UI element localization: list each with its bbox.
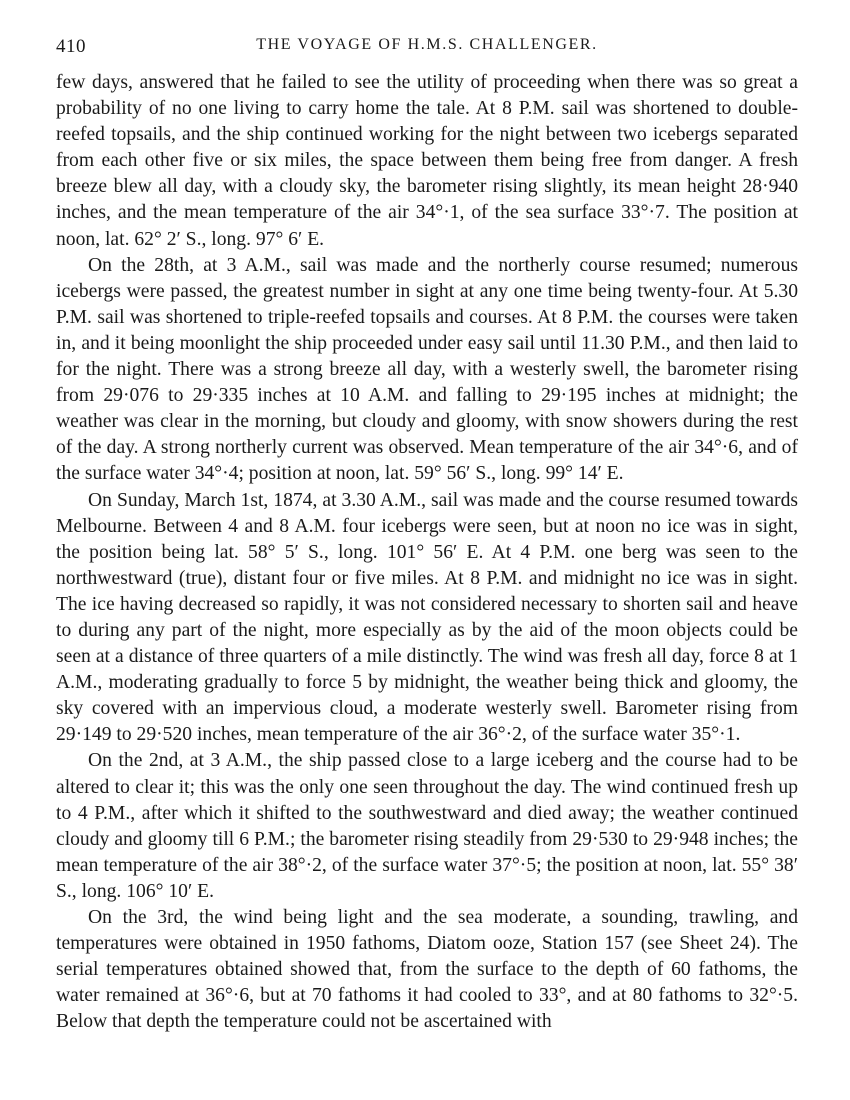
body-text	[56, 70, 798, 1035]
paragraph-continued: few days, answered that he failed to see the utility of proceeding when there was so great a probability of no one living to carry home the tale. At 8 P.M. sail was shortened to double-reefed topsails, and the ship continued working for the night between two icebergs separated from each other five or six miles, the space between them being free from danger. A fresh breeze blew all day, with a cloudy sky, the barometer rising slightly, its mean height 28·940 inches, and the mean temperature of the air 34°·1, of the sea surface 33°·7. The position at noon, lat. 62° 2′ S., long. 97° 6′ E.	[56, 72, 798, 250]
paragraph-3rd: On the 3rd, the wind being light and the sea moderate, a sounding, trawling, and temperatures were obtained in 1950 fathoms, Diatom ooze, Station 157 (see Sheet 24). The serial temperatures obtained showed that, from the surface to the depth of 60 fathoms, the water remained at 36°·6, but at 70 fathoms it had cooled to 33°, and at 80 fathoms to 32°·5. Below that depth the temperature could not be ascertained with	[56, 907, 798, 1033]
paragraph-march-1st: On Sunday, March 1st, 1874, at 3.30 A.M., sail was made and the course resumed towards Melbourne. Between 4 and 8 A.M. four icebergs were seen, but at noon no ice was in sight, the position being lat. 58° 5′ S., long. 101° 56′ E. At 4 P.M. one berg was seen to the northwestward (true), distant four or five miles. At 8 P.M. and midnight no ice was in sight. The ice having decreased so rapidly, it was not considered necessary to shorten sail and heave to during any part of the night, more especially as by the aid of the moon objects could be seen at a distance of three quarters of a mile distinctly. The wind was fresh all day, force 8 at 1 A.M., moderating gradually to force 5 by midnight, the weather being thick and gloomy, the sky covered with an impervious cloud, a moderate westerly swell. Barometer rising from 29·149 to 29·520 inches, mean temperature of the air 36°·2, of the surface water 35°·1.	[56, 489, 798, 746]
paragraph-28th: On the 28th, at 3 A.M., sail was made and the northerly course resumed; numerous icebergs were passed, the greatest number in sight at any one time being twenty-four. At 5.30 P.M. sail was shortened to triple-reefed topsails and courses. At 8 P.M. the courses were taken in, and it being moonlight the ship proceeded under easy sail until 11.30 P.M., and then laid to for the night. There was a strong breeze all day, with a westerly swell, the barometer rising from 29·076 to 29·335 inches at 10 A.M. and falling to 29·195 inches at midnight; the weather was clear in the morning, but cloudy and gloomy, with snow showers during the rest of the day. A strong northerly current was observed. Mean temperature of the air 34°·6, and of the surface water 34°·4; position at noon, lat. 59° 56′ S., long. 99° 14′ E.	[56, 254, 798, 485]
paragraph-2nd: On the 2nd, at 3 A.M., the ship passed close to a large iceberg and the course had to be altered to clear it; this was the only one seen throughout the day. The wind continued fresh up to 4 P.M., after which it shifted to the southwestward and died away; the weather continued cloudy and gloomy till 6 P.M.; the barometer rising steadily from 29·530 to 29·948 inches; the mean temperature of the air 38°·2, of the surface water 37°·5; the position at noon, lat. 55° 38′ S., long. 106° 10′ E.	[56, 750, 798, 902]
running-head	[56, 30, 798, 58]
running-title: THE VOYAGE OF H.M.S. CHALLENGER.	[256, 36, 598, 53]
book-page	[56, 30, 798, 1035]
page-number: 410	[56, 36, 86, 57]
